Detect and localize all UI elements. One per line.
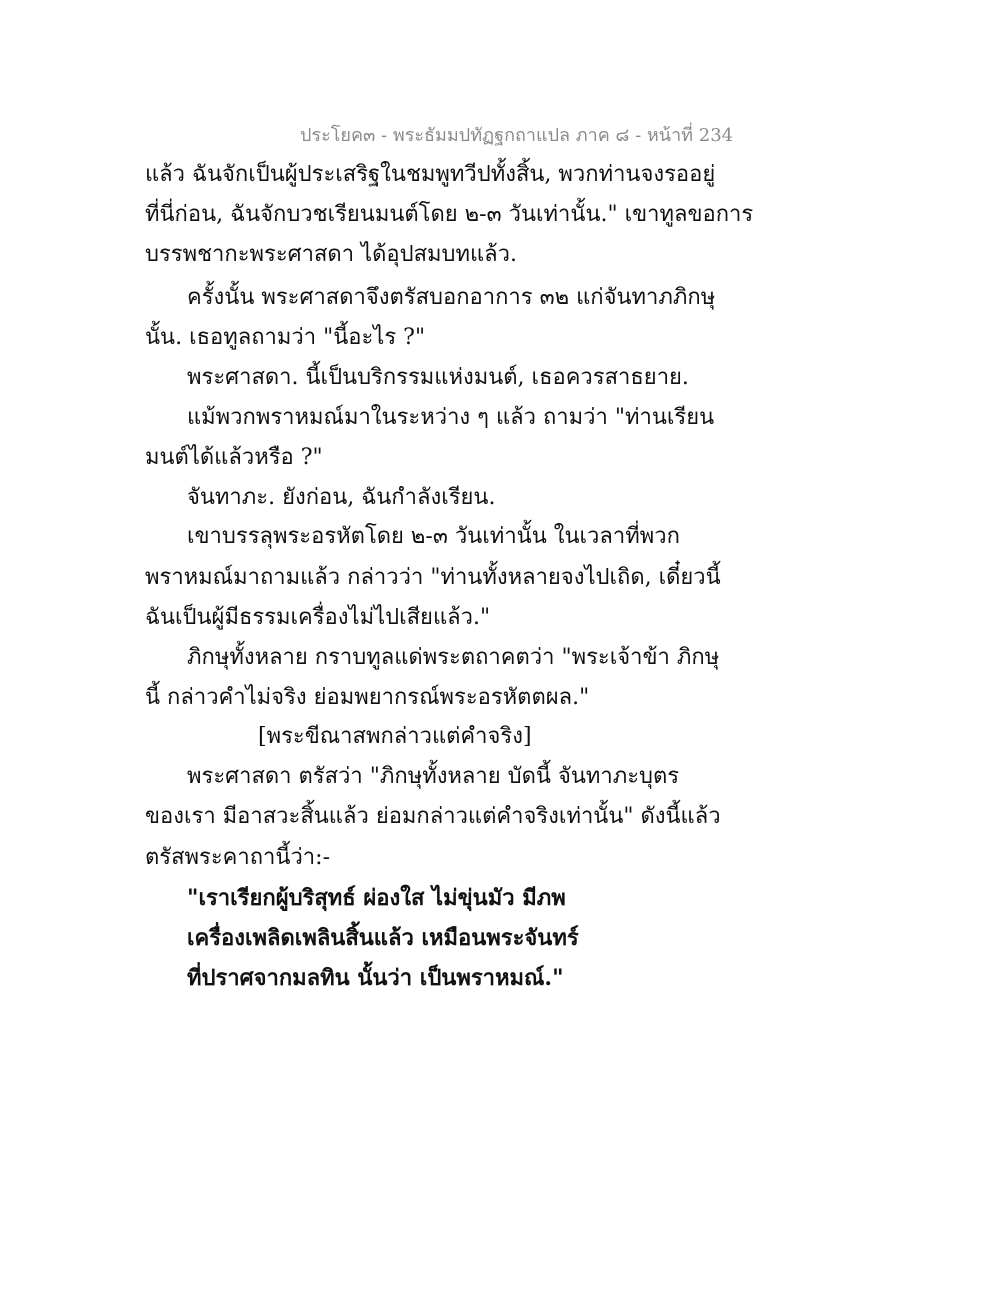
- body-line-14: นี้ กล่าวคำไม่จริง ย่อมพยากรณ์พระอรหัตตผล.": [145, 685, 590, 710]
- body-line-1: แล้ว ฉันจักเป็นผู้ประเสริฐในชมพูทวีปทั้งสิ้น, พวกท่านจงรออยู่: [145, 162, 716, 187]
- body-line-13: ภิกษุทั้งหลาย กราบทูลแด่พระตถาคตว่า "พระเจ้าข้า ภิกษุ: [187, 645, 720, 670]
- body-line-18: ตรัสพระคาถานี้ว่า:-: [145, 845, 331, 870]
- verse-line-1: "เราเรียกผู้บริสุทธ์ ผ่องใส ไม่ขุ่นมัว มีภพ: [187, 885, 566, 911]
- body-line-10: เขาบรรลุพระอรหัตโดย ๒-๓ วันเท่านั้น ในเวลาที่พวก: [187, 524, 680, 549]
- body-line-5: นั้น. เธอทูลถามว่า "นี้อะไร ?": [145, 325, 426, 350]
- body-line-6: พระศาสดา. นี้เป็นบริกรรมแห่งมนต์, เธอควรสาธยาย.: [187, 365, 689, 390]
- body-line-17: ของเรา มีอาสวะสิ้นแล้ว ย่อมกล่าวแต่คำจริงเท่านั้น" ดังนี้แล้ว: [145, 804, 721, 829]
- body-line-11: พราหมณ์มาถามแล้ว กล่าวว่า "ท่านทั้งหลายจงไปเถิด, เดี๋ยวนี้: [145, 565, 721, 590]
- body-line-3: บรรพชากะพระศาสดา ได้อุปสมบทแล้ว.: [145, 242, 517, 267]
- body-line-9: จันทาภะ. ยังก่อน, ฉันกำลังเรียน.: [187, 485, 496, 510]
- page-header: ประโยค๓ - พระธัมมปทัฏฐกถาแปล ภาค ๘ - หน้าที่ 234: [300, 125, 734, 146]
- section-heading: [พระขีณาสพกล่าวแต่คำจริง]: [258, 724, 532, 749]
- body-line-8: มนต์ได้แล้วหรือ ?": [145, 445, 323, 470]
- body-line-2: ที่นี่ก่อน, ฉันจักบวชเรียนมนต์โดย ๒-๓ วันเท่านั้น." เขาทูลขอการ: [145, 202, 754, 227]
- body-line-12: ฉันเป็นผู้มีธรรมเครื่องไม่ไปเสียแล้ว.": [145, 605, 491, 630]
- verse-line-3: ที่ปราศจากมลทิน นั้นว่า เป็นพราหมณ์.": [187, 965, 564, 991]
- body-line-4: ครั้งนั้น พระศาสดาจึงตรัสบอกอาการ ๓๒ แก่จันทาภภิกษุ: [187, 285, 716, 310]
- body-line-16: พระศาสดา ตรัสว่า "ภิกษุทั้งหลาย บัดนี้ จันทาภะบุตร: [187, 764, 680, 789]
- body-line-7: แม้พวกพราหมณ์มาในระหว่าง ๆ แล้ว ถามว่า "ท่านเรียน: [187, 405, 715, 430]
- verse-line-2: เครื่องเพลิดเพลินสิ้นแล้ว เหมือนพระจันทร์: [187, 925, 579, 951]
